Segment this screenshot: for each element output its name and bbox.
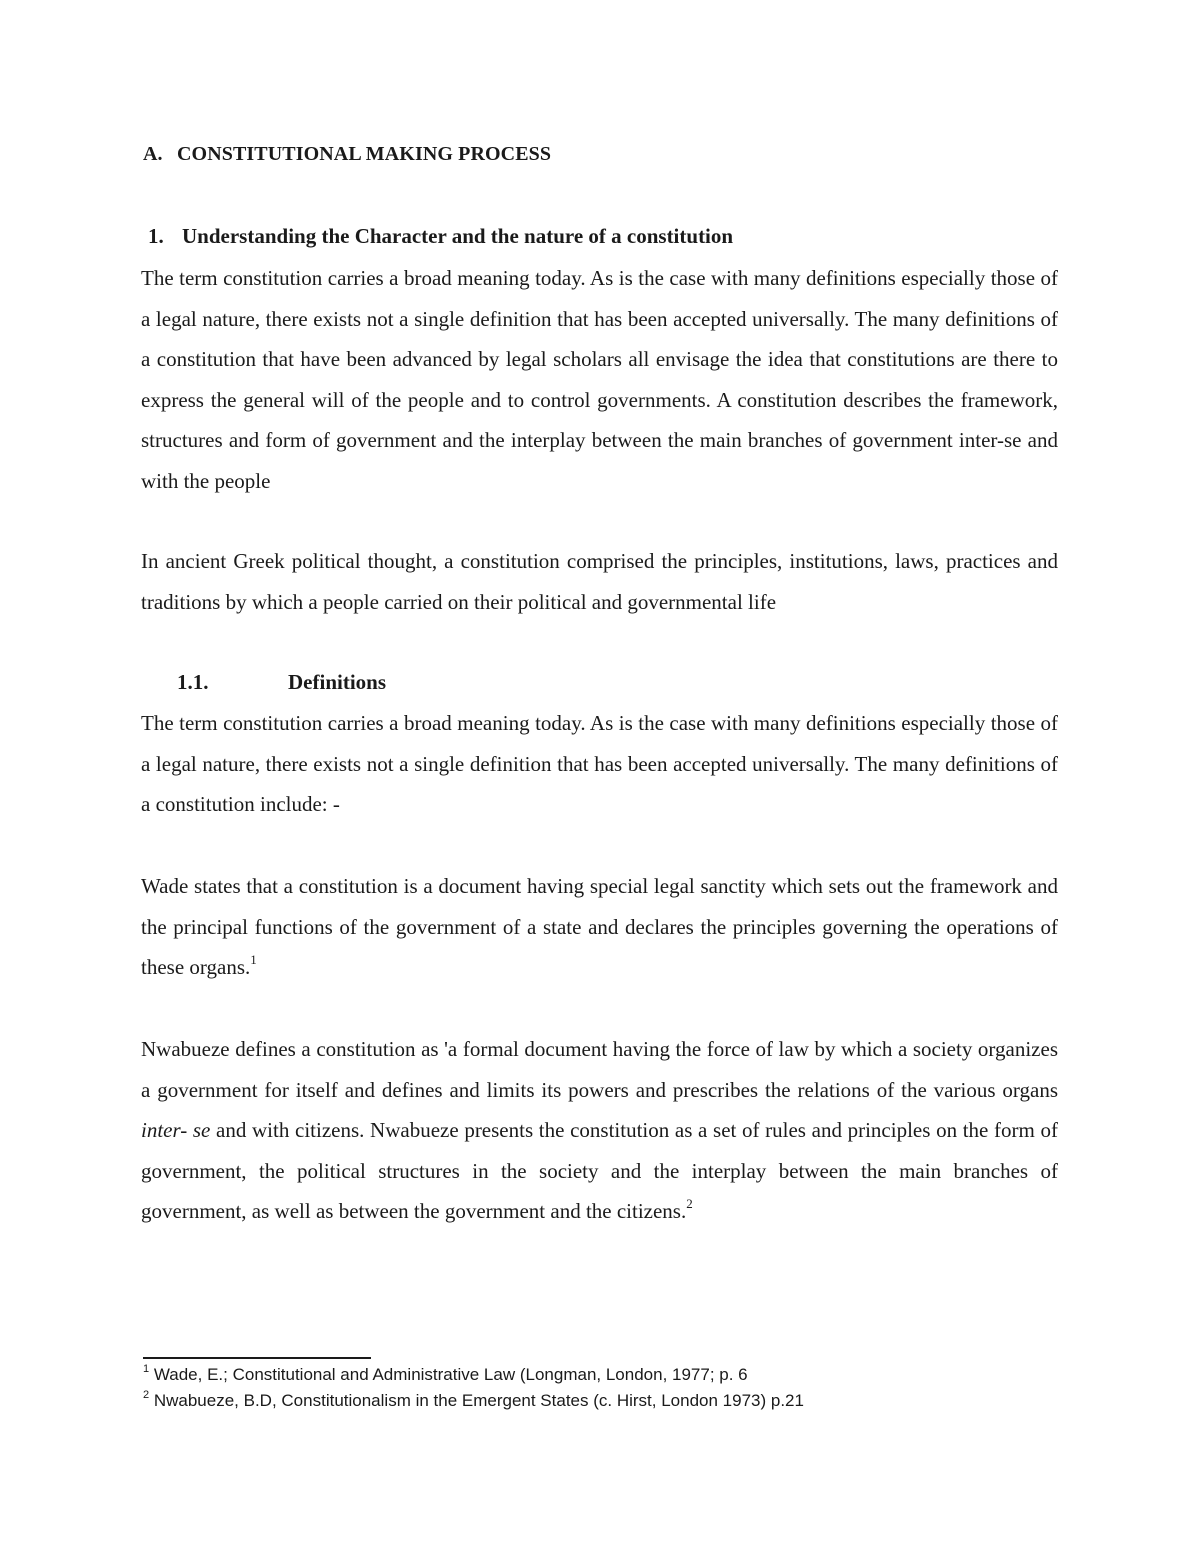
nwabueze-paragraph	[141, 1029, 1058, 1232]
footnotes	[143, 1362, 1043, 1414]
greek-paragraph: In ancient Greek political thought, a constitution comprised the principles, institutions, laws, practices and traditions by which a people carried on their political and governmental life	[141, 549, 1058, 614]
nwabueze-text-after: and with citizens. Nwabueze presents the constitution as a set of rules and principles on the form of government, the political structures in the society and the interplay between the main branches of government, as well as between the government and the citizens.	[141, 1118, 1058, 1224]
wade-text: Wade states that a constitution is a document having special legal sanctity which sets out the framework and the principal functions of the government of a state and declares the principles governing the operations of these organs.	[141, 874, 1058, 980]
footnote-separator	[143, 1357, 371, 1359]
subsection-number: 1.	[148, 224, 164, 248]
section-title: CONSTITUTIONAL MAKING PROCESS	[177, 143, 552, 165]
nwabueze-italic-term: inter- se	[141, 1118, 211, 1143]
footnote-2	[143, 1388, 1043, 1414]
section-heading	[143, 143, 551, 166]
section-letter: A.	[143, 143, 163, 165]
definitions-number: 1.1.	[177, 670, 209, 694]
definitions-heading	[177, 670, 386, 695]
footnote-1	[143, 1362, 1043, 1388]
footnote-mark-2: 2	[143, 1389, 150, 1402]
definitions-paragraph: The term constitution carries a broad meaning today. As is the case with many definitions especially those of a legal nature, there exists not a single definition that has been accepted universally. The many definitions of a constitution include: -	[141, 711, 1058, 817]
definitions-title: Definitions	[288, 670, 387, 694]
subsection-heading	[148, 224, 733, 249]
intro-paragraph: The term constitution carries a broad meaning today. As is the case with many definitions especially those of a legal nature, there exists not a single definition that has been accepted universally. The many definitions of a constitution that have been advanced by legal scholars all envisage the idea that constitutions are there to express the general will of the people and to control governments. A constitution describes the framework, structures and form of government and the interplay between the main branches of government inter-se and with the people	[141, 266, 1058, 493]
nwabueze-text-before: Nwabueze defines a constitution as 'a formal document having the force of law by which a society organizes a government for itself and defines and limits its powers and prescribes the relations of the various organs	[141, 1037, 1058, 1102]
footnote-mark-1: 1	[143, 1363, 150, 1376]
wade-paragraph	[141, 866, 1058, 988]
footnote-ref-1[interactable]: 1	[250, 952, 257, 968]
footnote-text-2: Nwabueze, B.D, Constitutionalism in the Emergent States (c. Hirst, London 1973) p.21	[149, 1391, 804, 1410]
footnote-ref-2[interactable]: 2	[686, 1196, 693, 1212]
subsection-title: Understanding the Character and the nature of a constitution	[182, 224, 734, 248]
footnote-text-1: Wade, E.; Constitutional and Administrative Law (Longman, London, 1977; p. 6	[149, 1365, 748, 1384]
